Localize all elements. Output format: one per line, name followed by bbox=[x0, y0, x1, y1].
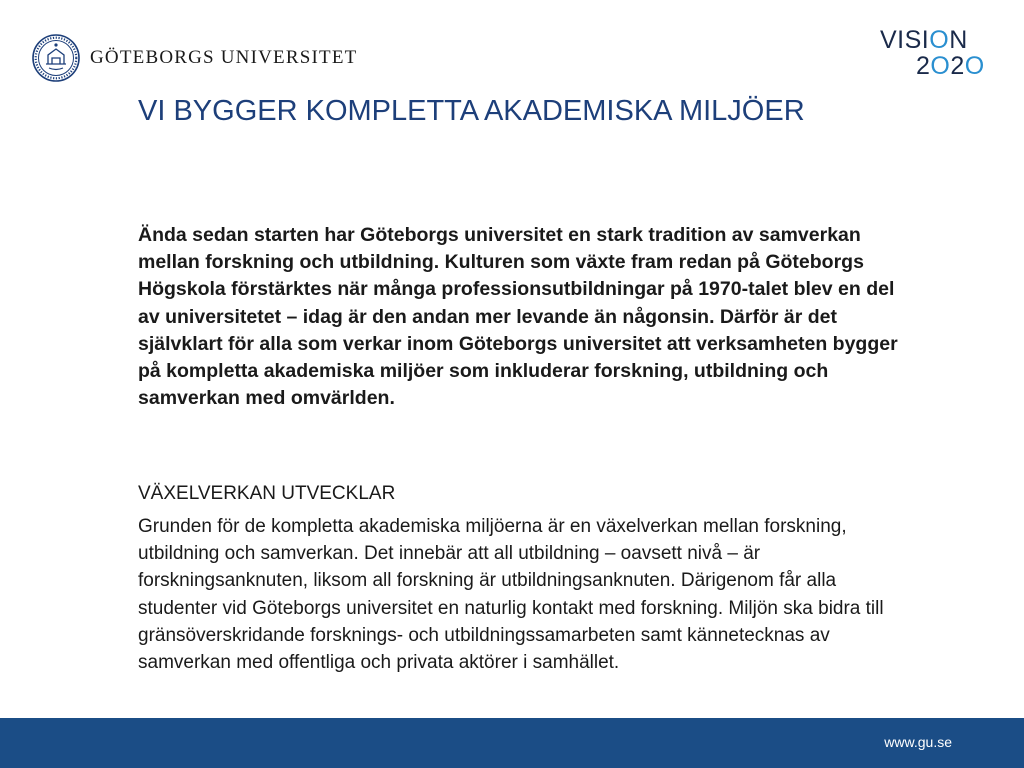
section-heading: VÄXELVERKAN UTVECKLAR bbox=[138, 483, 396, 504]
svg-text:2O2O: 2O2O bbox=[916, 52, 985, 78]
body-paragraph: Grunden för de kompletta akademiska miljöerna är en växelverkan mellan forskning, utbildning och samverkan. Det innebär att all utbildning – oavsett nivå – är forskningsanknuten, liksom all forskning är utbildningsanknuten. Därigenom får alla studenter vid Göteborgs universitet en naturlig kontakt med forskning. Miljön ska bidra till gränsöverskridande forsknings- och utbildningssamarbeten samt kännetecknas av samverkan med offentliga och privata aktörer i samhället. bbox=[138, 516, 884, 674]
university-logo bbox=[32, 34, 357, 82]
university-seal-icon bbox=[32, 34, 80, 82]
lead-paragraph: Ända sedan starten har Göteborgs universitet en stark tradition av samverkan mellan forskning och utbildning. Kulturen som växte fram redan på Göteborgs Högskola förstärktes när många professionsutbildningar på 1970-talet blev en del av universitetet – idag är den andan mer levande än någonsin. Därför är det självklart för alla som verkar inom Göteborgs universitet att verksamheten bygger på kompletta akademiska miljöer som inkluderar forskning, utbildning och samverkan med omvärlden. bbox=[138, 224, 898, 410]
slide-title: VI BYGGER KOMPLETTA AKADEMISKA MILJÖER bbox=[138, 95, 805, 127]
university-name: GÖTEBORGS UNIVERSITET bbox=[90, 47, 358, 68]
vision-2020-logo bbox=[878, 26, 1000, 78]
footer-url[interactable]: www.gu.se bbox=[884, 734, 952, 750]
svg-text:VISION: VISION bbox=[880, 26, 968, 54]
footer-bar bbox=[0, 718, 1024, 768]
